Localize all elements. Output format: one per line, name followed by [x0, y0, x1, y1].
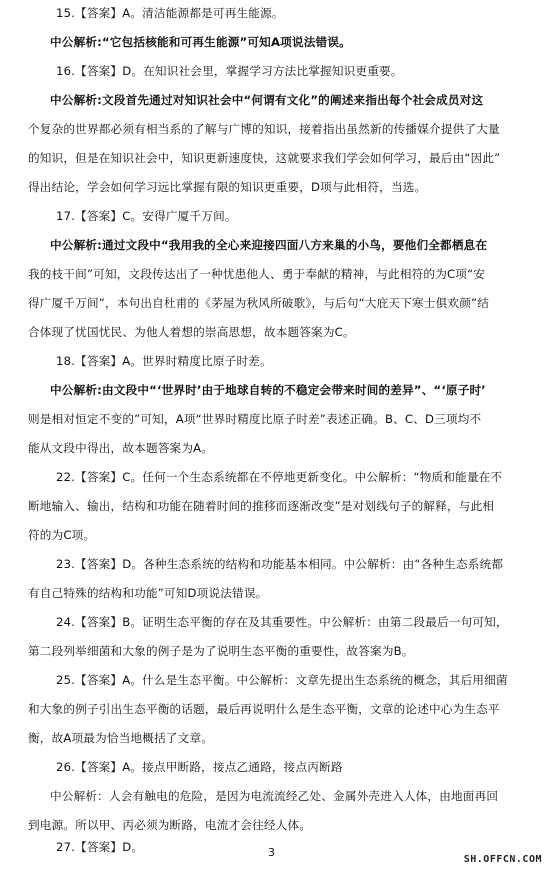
q22-answer-2: 断地输入、输出，结构和功能在随着时间的推移而逐渐改变”是对划线句子的解释，与此相 — [28, 499, 495, 513]
q25-answer-2: 和大象的例子引出生态平衡的话题，最后再说明什么是生态平衡，文章的论述中心为生态平 — [28, 702, 500, 716]
q17-explanation-1: 中公解析:通过文段中“我用我的全心来迎接四面八方来巢的小鸟，要他们全都栖息在 — [50, 238, 488, 252]
page-number: 3 — [268, 846, 275, 859]
q15-explanation: 中公解析:“它包括核能和可再生能源”可知A项说法错误。 — [50, 35, 351, 49]
q16-explanation-1: 中公解析:文段首先通过对知识社会中“何谓有文化”的阐述来指出每个社会成员对这 — [50, 93, 484, 107]
q18-explanation-2: 则是相对恒定不变的”可知，A项“世界时精度比原子时差”表述正确。B、C、D三项均不 — [28, 412, 482, 426]
q15-answer: 15.【答案】A。清洁能源都是可再生能源。 — [56, 6, 284, 20]
q26-explanation-1: 中公解析：人会有触电的危险，是因为电流流经乙处、金属外壳进入人体，由地面再回 — [50, 789, 499, 803]
q25-answer-1: 25.【答案】A。什么是生态平衡。中公解析：文章先提出生态系统的概念，其后用细菌 — [56, 673, 508, 687]
q17-explanation-2: 我的枝干间”可知，文段传达出了一种忧患他人、勇于奉献的精神，与此相符的为C项“安 — [28, 267, 486, 281]
q18-explanation-3: 能从文段中得出，故本题答案为A。 — [28, 441, 214, 455]
q18-explanation-1: 中公解析:由文段中“‘世界时’由于地球自转的不稳定会带来时间的差异”、“‘原子时’ — [50, 383, 486, 397]
q16-explanation-2: 个复杂的世界都必须有相当系的了解与广博的知识，接着指出虽然新的传播媒介提供了大量 — [28, 122, 500, 136]
q22-answer-1: 22.【答案】C。任何一个生态系统都在不停地更新变化。中公解析：“物质和能量在不 — [56, 470, 503, 484]
q17-explanation-3: 得广厦千万间”，本句出自杜甫的《茅屋为秋风所破歌》，与后句“大庇天下寒士俱欢颜”结 — [28, 296, 489, 310]
q16-explanation-4: 得出结论，学会如何学习远比掌握有限的知识更重要，D项与此相符，当选。 — [28, 180, 427, 194]
q25-answer-3: 衡，故A项最为恰当地概括了文章。 — [28, 731, 214, 745]
q22-answer-3: 符的为C项。 — [28, 528, 96, 542]
q24-answer-1: 24.【答案】B。证明生态平衡的存在及其重要性。中公解析：由第二段最后一句可知， — [56, 615, 508, 629]
q23-answer-2: 有自己特殊的结构和功能”可知D项说法错误。 — [28, 586, 268, 600]
site-watermark: SH.OFFCN.COM — [463, 854, 542, 865]
q16-explanation-3: 的知识，但是在知识社会中，知识更新速度快，这就要求我们学会如何学习，最后由“因此” — [28, 151, 501, 165]
q16-answer: 16.【答案】D。在知识社会里，掌握学习方法比掌握知识更重要。 — [56, 64, 403, 78]
q24-answer-2: 第二段列举细菌和大象的例子是为了说明生态平衡的重要性，故答案为B。 — [28, 644, 414, 658]
q17-answer: 17.【答案】C。安得广厦千万间。 — [56, 209, 237, 223]
q17-explanation-4: 合体现了忧国忧民、为他人着想的崇高思想，故本题答案为C。 — [28, 325, 355, 339]
q26-answer: 26.【答案】A。接点甲断路，接点乙通路，接点丙断路 — [56, 760, 343, 774]
q23-answer-1: 23.【答案】D。各种生态系统的结构和功能基本相同。中公解析：由“各种生态系统都 — [56, 557, 504, 571]
q18-answer: 18.【答案】A。世界时精度比原子时差。 — [56, 354, 272, 368]
q27-answer: 27.【答案】D。 — [56, 840, 144, 854]
q26-explanation-2: 到电源。所以甲、丙必须为断路，电流才会往经人体。 — [28, 818, 312, 832]
